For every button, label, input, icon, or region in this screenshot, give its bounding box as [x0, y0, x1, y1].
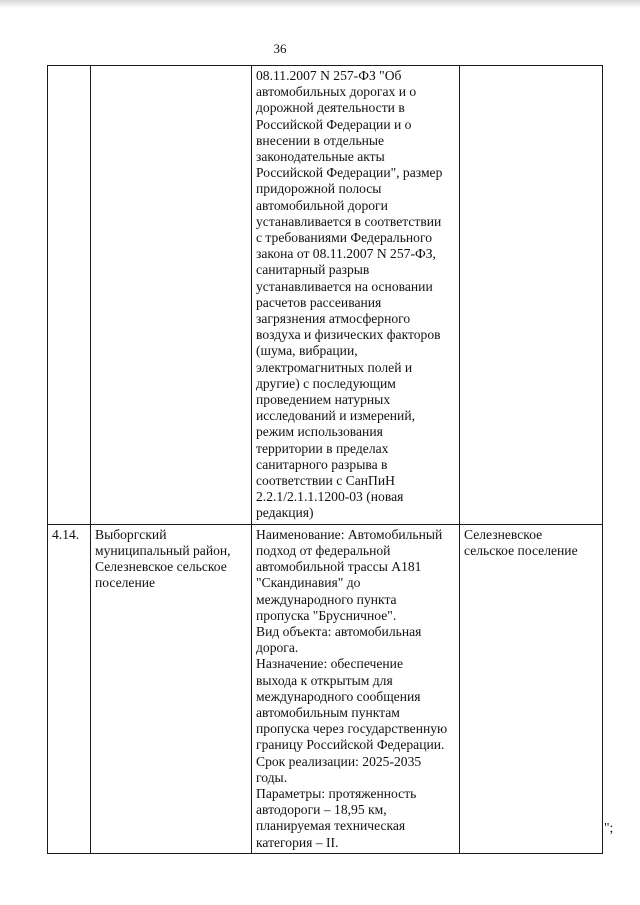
data-table [47, 65, 603, 854]
page-number: 36 [273, 41, 287, 56]
settlement-cell: Селезневское сельское поселение [460, 524, 603, 853]
table-row [48, 66, 603, 525]
description-cell: Наименование: Автомобильный подход от федеральной автомобильной трассы А181 "Скандинавия" до международного пункта пропуска "Брусничное". Вид объекта: автомобильная дорога. Назначение: обеспечение выхода к открытым для международного сообщения автомобильным пунктам пропуска через государственную границу Российской Федерации. Срок реализации: 2025-2035 годы. Параметры: протяженность автодороги – 18,95 км, планируемая техническая категория – II. [252, 524, 460, 853]
settlement-cell [460, 66, 603, 525]
row-number-cell: 4.14. [48, 524, 91, 853]
scan-edge-shadow [0, 0, 640, 8]
location-cell [91, 66, 252, 525]
description-cell: 08.11.2007 N 257-ФЗ "Об автомобильных дорогах и о дорожной деятельности в Российской Федерации и о внесении в отдельные законодательные акты Российской Федерации", размер придорожной полосы автомобильной дороги устанавливается в соответствии с требованиями Федерального закона от 08.11.2007 N 257-ФЗ, санитарный разрыв устанавливается на основании расчетов рассеивания загрязнения атмосферного воздуха и физических факторов (шума, вибрации, электромагнитных полей и другие) с последующим проведением натурных исследований и измерений, режим использования территории в пределах санитарного разрыва в соответствии с СанПиН 2.2.1/2.1.1.1200-03 (новая редакция) [252, 66, 460, 525]
table-row [48, 524, 603, 853]
closing-quote-mark: "; [604, 820, 614, 835]
row-number-cell [48, 66, 91, 525]
location-cell: Выборгский муниципальный район, Селезневское сельское поселение [91, 524, 252, 853]
